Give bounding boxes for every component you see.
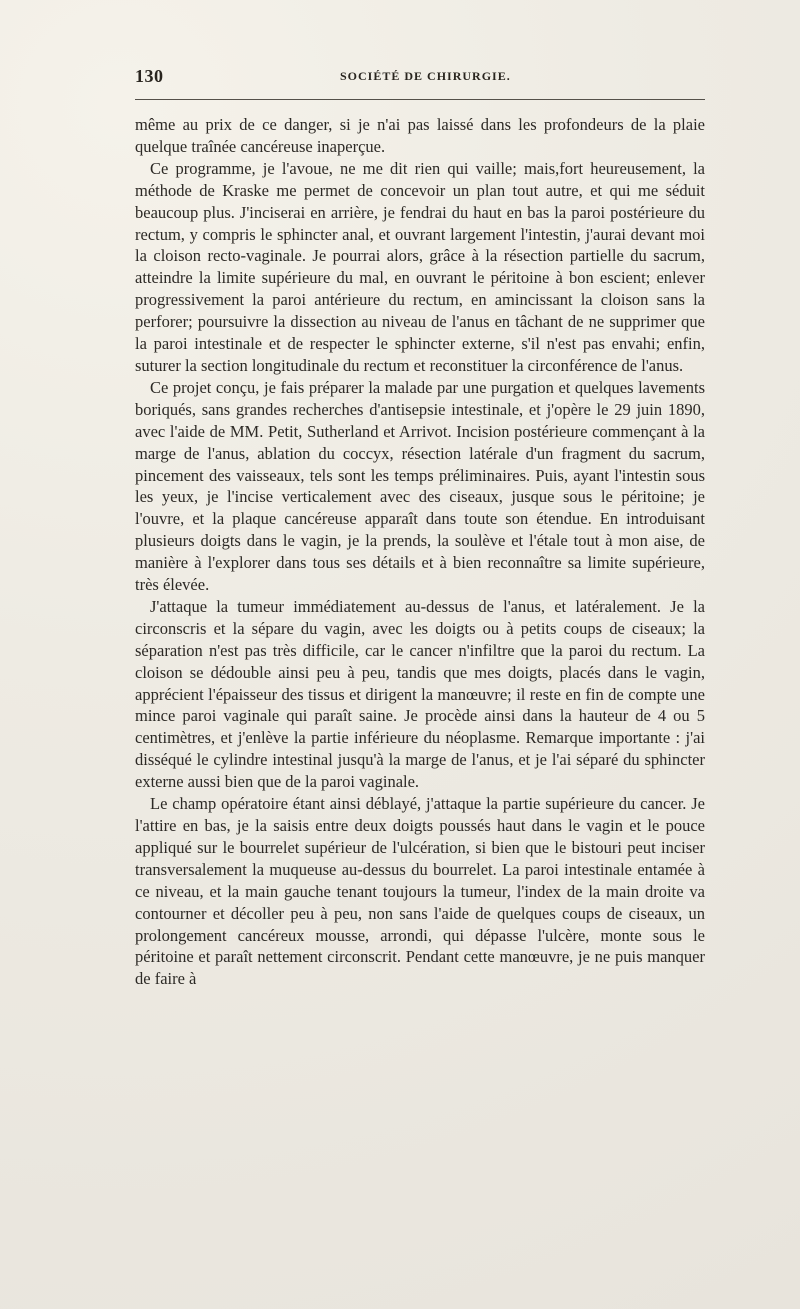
paragraph-5: Le champ opératoire étant ainsi déblayé, j'attaque la partie supérieure du cancer. Je l'attire en bas, je la saisis entre deux doigts poussés haut dans le vagin et le pouce appliqué sur le bourrelet supérieur de l'ulcération, si bien que le bistouri peut inciser transversalement la muqueuse au-dessus du bourrelet. La paroi intestinale entamée à ce niveau, et la main gauche tenant toujours la tumeur, l'index de la main droite va contourner et décoller peu à peu, non sans l'aide de quelques coups de ciseaux, un prolongement cancéreux mousse, arrondi, qui dépasse l'ulcère, monte sous le péritoine et paraît nettement circonscrit. Pendant cette manœuvre, je ne puis manquer de faire à bbox=[135, 794, 705, 989]
page-number: 130 bbox=[135, 66, 164, 86]
paragraph-4: J'attaque la tumeur immédiatement au-dessus de l'anus, et latéralement. Je la circonscris et la sépare du vagin, avec les doigts ou à petits coups de ciseaux; la séparation n'est pas très difficile, car le cancer n'infiltre que la paroi du rectum. La cloison se dédouble ainsi peu à peu, tandis que mes doigts, placés dans le vagin, apprécient l'épaisseur des tissus et dirigent la manœuvre; il reste en fin de compte une mince paroi vaginale qui paraît saine. Je procède ainsi dans la hauteur de 4 ou 5 centimètres, et j'enlève la partie inférieure du néoplasme. Remarque importante : j'ai disséqué le cylindre intestinal jusqu'à la marge de l'anus, et je l'ai séparé du sphincter externe aussi bien que de la paroi vaginale. bbox=[135, 596, 705, 792]
page-header bbox=[135, 66, 715, 90]
paragraph-1: même au prix de ce danger, si je n'ai pas laissé dans les profondeurs de la plaie quelque traînée cancéreuse inaperçue. bbox=[135, 115, 705, 156]
running-title: SOCIÉTÉ DE CHIRURGIE. bbox=[340, 69, 511, 83]
body-text bbox=[135, 114, 705, 990]
paragraph-2: Ce programme, je l'avoue, ne me dit rien qui vaille; mais,fort heureusement, la méthode de Kraske me permet de concevoir un plan tout autre, et qui me séduit beaucoup plus. J'inciserai en arrière, je fendrai du haut en bas la paroi postérieure du rectum, y compris le sphincter anal, et ouvrant largement l'intestin, j'aurai devant moi la cloison recto-vaginale. Je pourrai alors, grâce à la résection partielle du sacrum, atteindre la limite supérieure du mal, en ouvrant le péritoine à bon escient; enlever progressivement la paroi antérieure du rectum, en amincissant la cloison sans la perforer; poursuivre la dissection au niveau de l'anus en tâchant de ne supprimer que la paroi intestinale et de respecter le sphincter externe, s'il n'est pas envahi; enfin, suturer la section longitudinale du rectum et reconstituer la circonférence de l'anus. bbox=[135, 158, 705, 375]
paragraph-3: Ce projet conçu, je fais préparer la malade par une purgation et quelques lavements boriqués, sans grandes recherches d'antisepsie intestinale, et j'opère le 29 juin 1890, avec l'aide de MM. Petit, Sutherland et Arrivot. Incision postérieure commençant à la marge de l'anus, ablation du coccyx, résection latérale d'un fragment du sacrum, pincement des vaisseaux, tels sont les temps préliminaires. Puis, ayant l'intestin sous les yeux, je l'incise verticalement avec des ciseaux, jusque sous le péritoine; je l'ouvre, et la plaque cancéreuse apparaît dans toute son étendue. En introduisant plusieurs doigts dans le vagin, je la prends, la soulève et l'étale tout à mon aise, de manière à l'explorer dans tous ses détails et à bien reconnaître sa limite supérieure, très élevée. bbox=[135, 377, 705, 595]
header-rule bbox=[135, 99, 705, 100]
